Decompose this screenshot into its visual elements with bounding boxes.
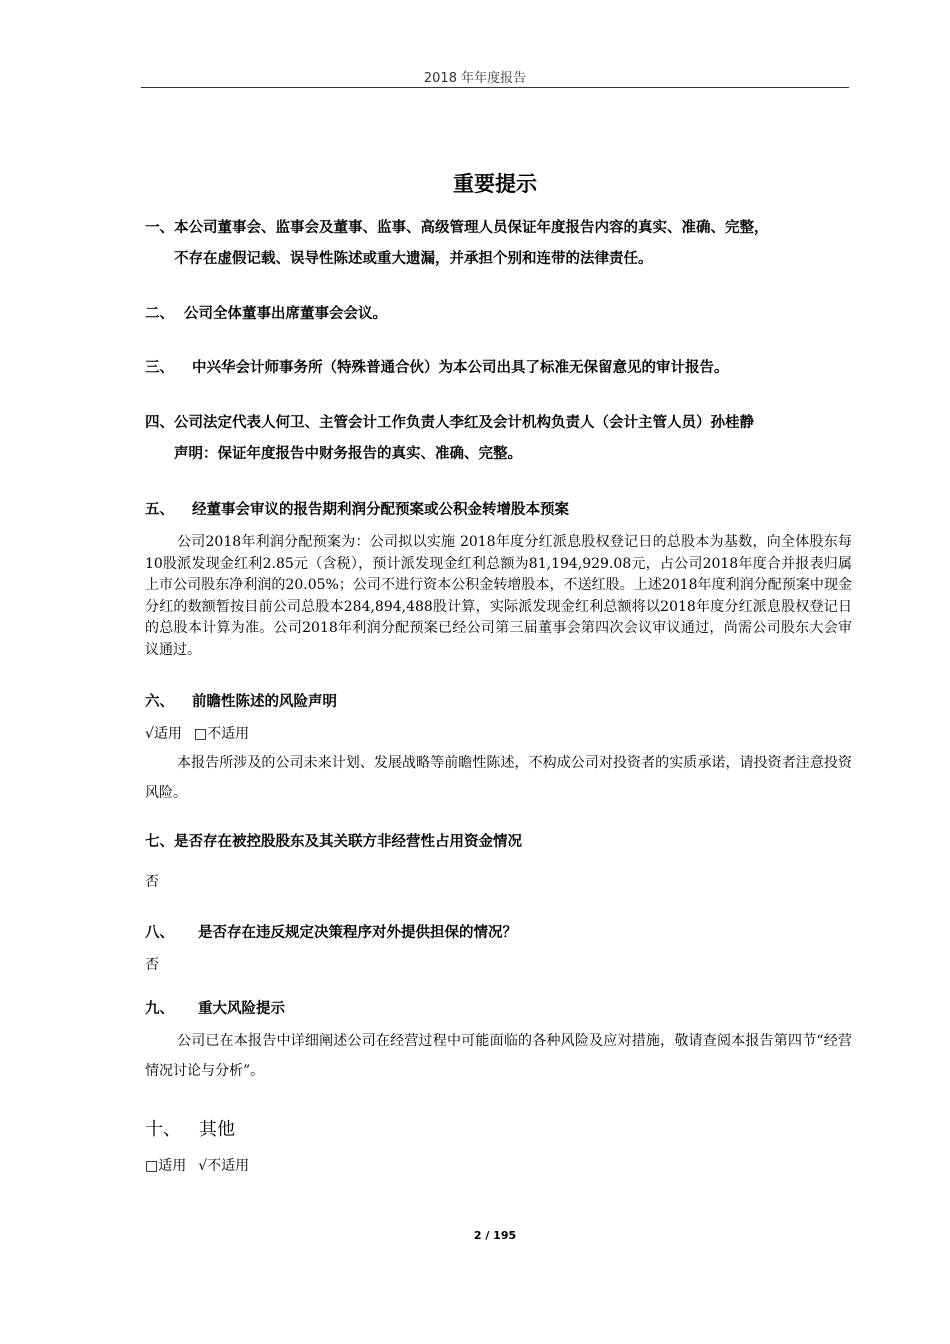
section-10-title: 其他 (199, 1119, 235, 1140)
section-9-heading (145, 994, 850, 1025)
section-5-heading (145, 495, 850, 526)
section-2-text: 公司全体董事出席董事会会议。 (184, 306, 387, 322)
section-3-number: 三、 (145, 360, 174, 376)
section-10-heading (145, 1117, 235, 1143)
section-4-number: 四、 (145, 415, 174, 431)
section-5-title: 经董事会审议的报告期利润分配预案或公积金转增股本预案 (192, 502, 569, 518)
section-10-applicability (145, 1155, 261, 1177)
section-2-number: 二、 (145, 306, 174, 322)
section-7-answer: 否 (145, 874, 159, 890)
section-1-line-2: 不存在虚假记载、误导性陈述或重大遗漏，并承担个别和连带的法律责任。 (174, 251, 653, 267)
section-7-title: 是否存在被控股股东及其关联方非经营性占用资金情况 (174, 834, 522, 850)
section-1-line-1: 本公司董事会、监事会及董事、监事、高级管理人员保证年度报告内容的真实、准确、完整， (174, 220, 769, 236)
section-1-number: 一、 (145, 220, 174, 236)
not-applicable-checked: √不适用 (198, 1158, 250, 1174)
section-7-number: 七、 (145, 834, 174, 850)
section-4 (145, 408, 850, 470)
applicable-unchecked: □适用 (145, 1158, 187, 1174)
section-6-applicability (145, 723, 261, 745)
applicable-checked: √适用 (145, 726, 182, 742)
section-9-title: 重大风险提示 (198, 1001, 285, 1017)
section-4-line-1: 公司法定代表人何卫、主管会计工作负责人李红及会计机构负责人（会计主管人员）孙桂静 (174, 415, 754, 431)
section-5-number: 五、 (145, 502, 174, 518)
section-8-title: 是否存在违反规定决策程序对外提供担保的情况？ (198, 925, 517, 941)
section-6-body: 本报告所涉及的公司未来计划、发展战略等前瞻性陈述，不构成公司对投资者的实质承诺，请投资者注意投资风险。 (145, 755, 852, 801)
section-7-heading (145, 827, 850, 858)
section-3 (145, 353, 850, 384)
section-6-number: 六、 (145, 694, 174, 710)
section-8-number: 八、 (145, 925, 174, 941)
not-applicable-unchecked: □不适用 (193, 726, 250, 742)
section-6-title: 前瞻性陈述的风险声明 (192, 694, 337, 710)
header-divider (141, 87, 849, 88)
section-9-number: 九、 (145, 1001, 174, 1017)
section-10-number: 十、 (145, 1119, 181, 1140)
section-1 (145, 213, 850, 275)
section-8-heading (145, 918, 850, 949)
page-number: 2 / 195 (473, 1229, 517, 1242)
section-9-body: 公司已在本报告中详细阐述公司在经营过程中可能面临的各种风险及应对措施，敬请查阅本报告第四节“经营情况讨论与分析”。 (145, 1033, 852, 1079)
page-title: 重要提示 (453, 172, 537, 196)
section-2 (145, 299, 850, 330)
running-header: 2018 年年度报告 (423, 71, 527, 86)
section-3-text: 中兴华会计师事务所（特殊普通合伙）为本公司出具了标准无保留意见的审计报告。 (192, 360, 729, 376)
section-5-body: 公司2018年利润分配预案为：公司拟以实施 2018年度分红派息股权登记日的总股本为基数，向全体股东每10股派发现金红利2.85元（含税），预计派发现金红利总额为81,194,929.08元，占公司2018年度合并报表归属上市公司股东净利润的20.05%；公司不进行资本公积金转增股本，不送红股。上述2018年度利润分配预案中现金分红的数额暂按目前公司总股本284,894,488股计算，实际派发现金红利总额将以2018年度分红派息股权登记日的总股本计算为准。公司2018年利润分配预案已经公司第三届董事会第四次会议审议通过，尚需公司股东大会审议通过。 (145, 534, 852, 658)
section-6-heading (145, 687, 850, 718)
section-8-answer: 否 (145, 957, 159, 973)
section-4-line-2: 声明：保证年度报告中财务报告的真实、准确、完整。 (174, 446, 522, 462)
